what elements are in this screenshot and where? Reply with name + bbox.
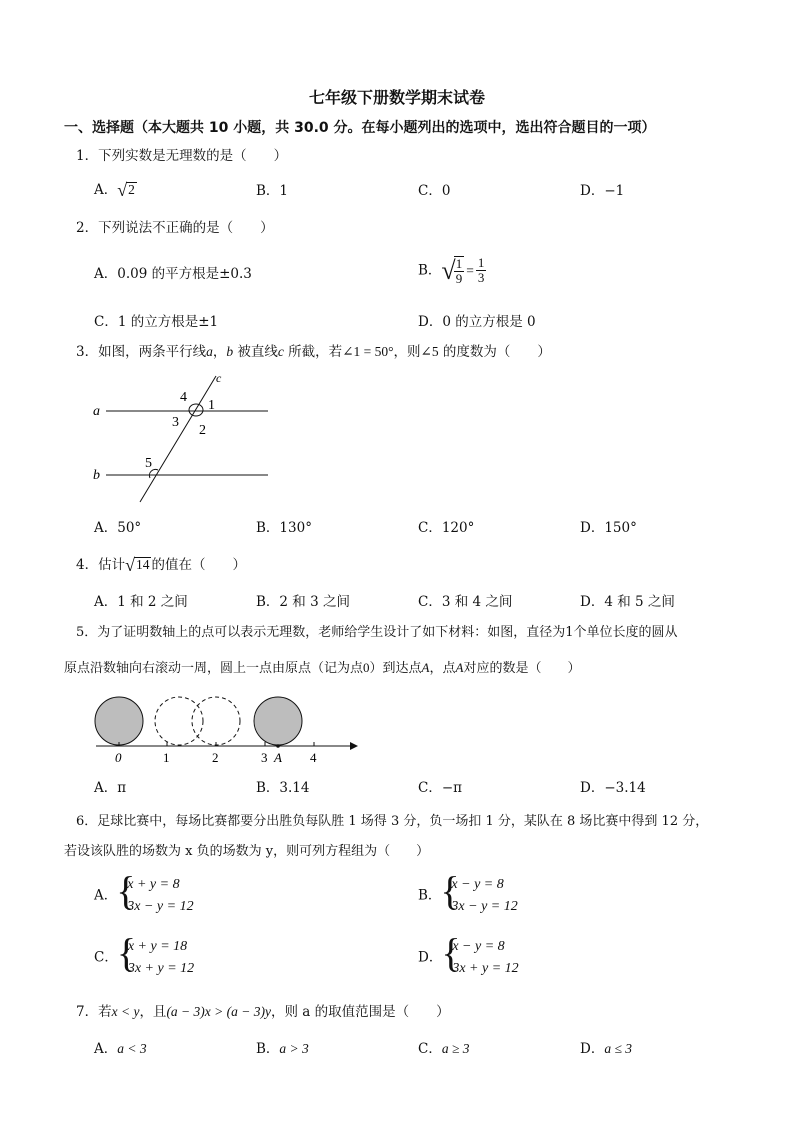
q6-option-b: B． { x − y = 8 3x − y = 12	[418, 874, 518, 917]
equation-system: { x + y = 18 3x + y = 12	[116, 930, 195, 976]
question-5-line2: 原点沿数轴向右滚动一周，圆上一点由原点（记为点0）到达点A，点A对应的数是（ ）	[64, 660, 581, 676]
label-b: b	[93, 468, 100, 483]
q6-option-d: D． { x − y = 8 3x + y = 12	[418, 936, 519, 979]
point-a-label: A	[274, 750, 282, 765]
q4-option-a: A．1 和 2 之间	[94, 594, 188, 610]
q2-option-c: C．1 的立方根是±1	[94, 314, 219, 330]
q7-option-b: B．a > 3	[256, 1041, 309, 1057]
q6-option-c: C． { x + y = 18 3x + y = 12	[94, 936, 194, 979]
equation-system: { x − y = 8 3x − y = 12	[440, 868, 518, 914]
angle-2-label: 2	[199, 423, 206, 438]
sqrt-sign-icon: √	[117, 180, 128, 200]
line-c	[140, 376, 216, 502]
angle-4-label: 4	[180, 390, 187, 405]
label-c: c	[216, 371, 222, 385]
question-6-line2: 若设该队胜的场数为 x 负的场数为 y，则可列方程组为（ ）	[64, 844, 430, 859]
q3-option-a: A．50°	[94, 520, 142, 536]
label-a: a	[93, 404, 100, 419]
page-title: 七年级下册数学期末试卷	[308, 88, 485, 107]
q2-option-d: D．0 的立方根是 0	[418, 314, 536, 330]
question-2-stem: 2．下列说法不正确的是（ ）	[76, 220, 274, 236]
tick-label-4: 4	[310, 750, 317, 765]
section-heading: 一、选择题（本大题共 10 小题，共 30.0 分。在每小题列出的选项中，选出符合题目的一项）	[64, 120, 656, 136]
question-3-stem: 3．如图，两条平行线a，b 被直线c 所截，若∠1 = 50°，则∠5 的度数为（ ）	[76, 344, 551, 360]
q4-option-c: C．3 和 4 之间	[418, 594, 513, 610]
tick-label-1: 1	[163, 750, 170, 765]
axis-arrow-icon	[350, 742, 358, 750]
q1-option-a	[94, 180, 137, 202]
question-7-stem: 7．若x < y，且(a − 3)x > (a − 3)y，则 a 的取值范围是（ ）	[76, 1004, 450, 1020]
circle-rolling-1	[155, 697, 203, 745]
fraction-one-third: $\frac{1}{3}$	[477, 255, 485, 286]
angle-1-label: 1	[208, 398, 215, 413]
question-4-stem: 4．估计√14 的值在（ ）	[76, 555, 246, 575]
q1-option-b: B．1	[256, 183, 289, 199]
tick-label-2: 2	[212, 750, 219, 765]
parallel-lines-figure	[88, 368, 278, 508]
brace-icon: {	[440, 868, 460, 913]
brace-icon: {	[441, 930, 461, 975]
circle-end	[254, 697, 302, 745]
fraction-one-ninth: $\frac{1}{9}$	[455, 255, 463, 286]
question-5-line1: 5．为了证明数轴上的点可以表示无理数，老师给学生设计了如下材料：如图，直径为1个单位长度的圆从	[76, 625, 678, 640]
radicand: 2	[128, 182, 135, 197]
brace-icon: {	[116, 930, 137, 975]
sqrt-sign-icon: √	[125, 555, 135, 575]
option-label: A．	[94, 182, 118, 198]
tick-label-0: 0	[115, 750, 122, 765]
equation-system: { x + y = 8 3x − y = 12	[116, 868, 194, 914]
circle-start	[95, 697, 143, 745]
q1-option-d: D．−1	[580, 183, 625, 199]
q4-option-b: B．2 和 3 之间	[256, 594, 350, 610]
question-6-line1: 6．足球比赛中，每场比赛都要分出胜负每队胜 1 场得 3 分，负一场扣 1 分，某队在 8 场比赛中得到 12 分，	[76, 814, 709, 829]
q5-option-d: D．−3.14	[580, 780, 646, 796]
q4-option-d: D．4 和 5 之间	[580, 594, 675, 610]
q3-option-b: B．130°	[256, 520, 312, 536]
q2-option-b: B．√ $\frac{1}{9}$ = $\frac{1}{3}$	[418, 255, 485, 286]
q7-option-a: A．a < 3	[94, 1041, 147, 1057]
q3-option-d: D．150°	[580, 520, 637, 536]
point-a-dot	[276, 744, 280, 748]
q5-option-a: A．π	[94, 780, 127, 796]
tick-label-3: 3	[261, 750, 268, 765]
brace-icon: {	[116, 868, 136, 913]
option-label: B．	[418, 262, 442, 279]
number-line-figure	[88, 690, 358, 770]
q7-option-c: C．a ≥ 3	[418, 1041, 470, 1057]
question-1-stem: 1．下列实数是无理数的是（ ）	[76, 148, 288, 164]
angle-5-label: 5	[145, 456, 152, 471]
q7-option-d: D．a ≤ 3	[580, 1041, 632, 1057]
q1-option-c: C．0	[418, 183, 451, 199]
q5-option-c: C．−π	[418, 780, 463, 796]
circle-rolling-2	[192, 697, 240, 745]
q6-option-a: A． { x + y = 8 3x − y = 12	[94, 874, 194, 917]
q2-option-a: A．0.09 的平方根是±0.3	[94, 266, 252, 282]
angle-3-label: 3	[172, 415, 179, 430]
q3-option-c: C．120°	[418, 520, 475, 536]
equation-system: { x − y = 8 3x + y = 12	[441, 930, 519, 976]
sqrt-sign-icon: √	[441, 256, 456, 285]
q5-option-b: B．3.14	[256, 780, 310, 796]
